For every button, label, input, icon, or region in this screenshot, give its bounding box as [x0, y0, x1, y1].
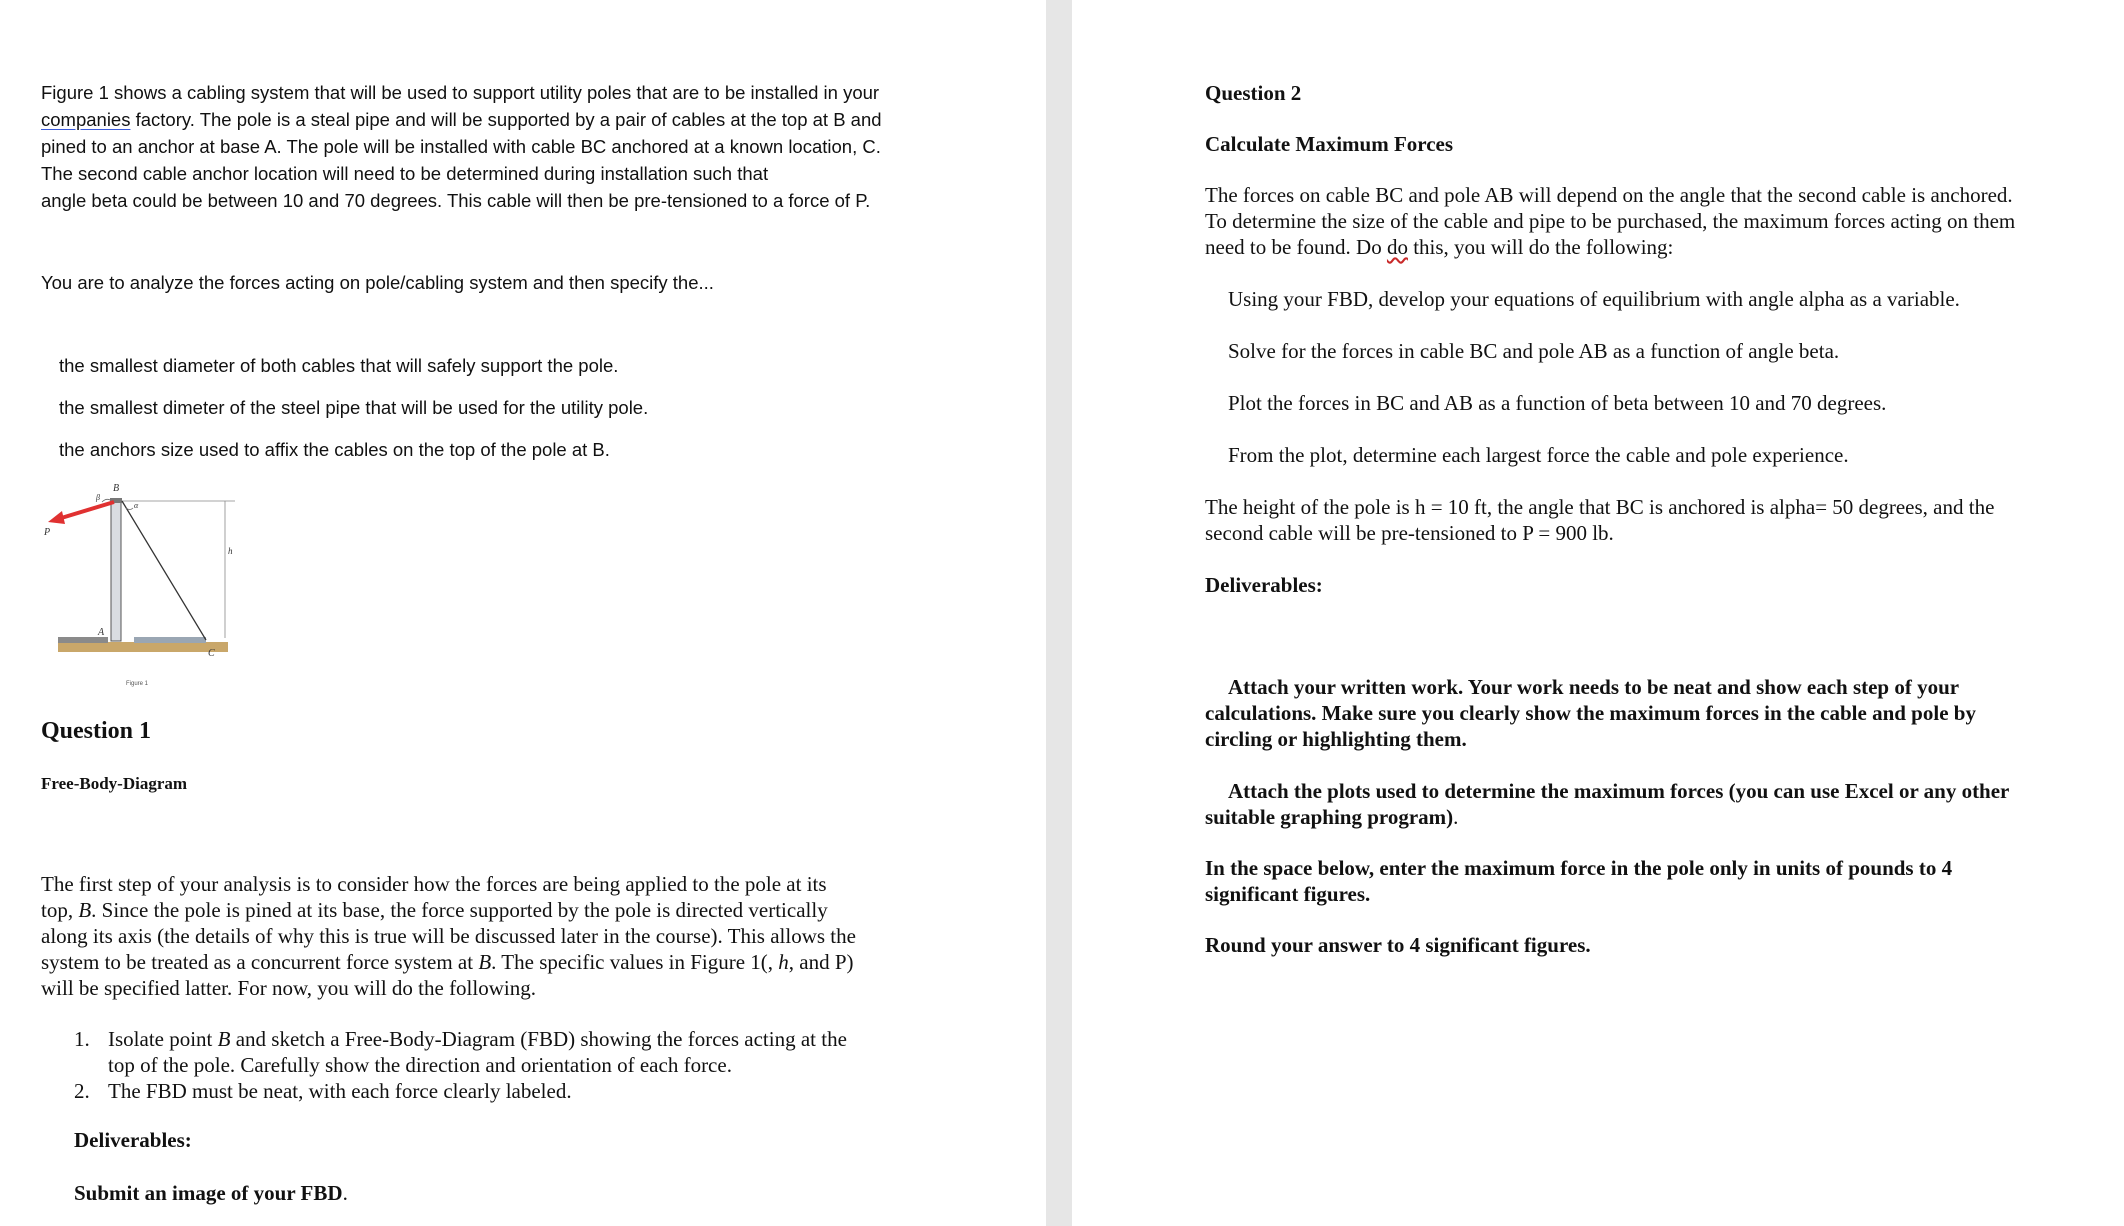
answer-line: significant figures.	[1205, 882, 1371, 906]
step-text	[108, 1026, 847, 1078]
spec-item: the smallest dimeter of the steel pipe that will be used for the utility pole.	[59, 397, 649, 418]
label-c: C	[208, 648, 215, 659]
italic-variable: h	[778, 950, 789, 974]
italic-variable: B	[78, 898, 92, 922]
spec-item: the anchors size used to affix the cables on the top of the pole at B.	[59, 439, 610, 460]
text-segment: The FBD must be neat, with each force clearly labeled.	[108, 1079, 572, 1103]
attach-plots-bold: suitable graphing program)	[1205, 805, 1454, 829]
attach-plots-end: .	[1453, 805, 1459, 829]
pole-parameters	[1205, 494, 1994, 546]
answer-instruction	[1205, 855, 1952, 907]
intro-line-end: this, you will do the following:	[1407, 235, 1674, 259]
text-segment: , and P)	[788, 950, 854, 974]
submit-end: .	[342, 1181, 348, 1205]
question-2-subtitle: Calculate Maximum Forces	[1205, 132, 1454, 156]
paragraph-line	[108, 1078, 572, 1104]
attach-line: circling or highlighting them.	[1205, 727, 1467, 751]
paragraph-line	[41, 975, 941, 1001]
intro-line: The forces on cable BC and pole AB will depend on the angle that the second cable is anchored.	[1205, 183, 2013, 207]
text-segment: Isolate point	[108, 1027, 218, 1051]
label-alpha: α	[134, 501, 139, 510]
paragraph-line	[41, 897, 941, 923]
intro-line: pined to an anchor at base A. The pole will be installed with cable BC anchored at a known location, C.	[41, 136, 881, 157]
intro-paragraph	[41, 79, 941, 214]
analyze-text: You are to analyze the forces acting on pole/cabling system and then specify the...	[41, 272, 714, 293]
question-1-subtitle: Free-Body-Diagram	[41, 774, 188, 793]
label-b: B	[113, 483, 120, 494]
step-number: 2.	[74, 1079, 90, 1103]
question-1-steps	[74, 1026, 847, 1104]
paragraph-line	[108, 1052, 847, 1078]
attach-line: calculations. Make sure you clearly show the maximum forces in the cable and pole by	[1205, 701, 1976, 725]
intro-line-start: need to be found. Do	[1205, 235, 1387, 259]
deliverables-heading: Deliverables:	[74, 1128, 192, 1152]
label-beta: β	[96, 493, 100, 502]
misspelled-word: do	[1386, 235, 1408, 259]
deliverables-heading: Deliverables:	[1205, 573, 1323, 597]
step-number: 1.	[74, 1027, 90, 1051]
text-segment: and sketch a Free-Body-Diagram (FBD) showing the forces acting at the	[230, 1027, 847, 1051]
ground-slab	[134, 637, 206, 643]
attach-plots-line	[1205, 804, 2009, 830]
label-p: P	[44, 527, 51, 538]
label-a: A	[98, 627, 105, 638]
parameter-line: The height of the pole is h = 10 ft, the angle that BC is anchored is alpha= 50 degrees, and the	[1205, 495, 1995, 519]
task-item: From the plot, determine each largest force the cable and pole experience.	[1228, 443, 1849, 467]
text-segment: top of the pole. Carefully show the direction and orientation of each force.	[108, 1053, 732, 1077]
text-segment: along its axis (the details of why this is true will be discussed later in the course). This allows the	[41, 924, 856, 948]
question-2-title: Question 2	[1205, 81, 1302, 105]
step-item	[74, 1026, 847, 1078]
task-item: Using your FBD, develop your equations of equilibrium with angle alpha as a variable.	[1228, 287, 1960, 311]
task-item: Solve for the forces in cable BC and pole AB as a function of angle beta.	[1228, 339, 1840, 363]
attach-line: Attach your written work. Your work needs to be neat and show each step of your	[1228, 675, 1960, 699]
text-segment: . The specific values in Figure 1(,	[491, 950, 779, 974]
force-p-shaft	[58, 502, 114, 519]
rounding-instruction: Round your answer to 4 significant figures.	[1205, 933, 1591, 957]
paragraph-line	[41, 923, 941, 949]
text-segment: The first step of your analysis is to consider how the forces are being applied to the pole at its	[41, 872, 827, 896]
question-2-intro	[1205, 182, 2015, 260]
question-1-title: Question 1	[41, 718, 152, 744]
intro-line	[41, 106, 941, 133]
text-segment: will be specified latter. For now, you will do the following.	[41, 976, 536, 1000]
submit-bold: Submit an image of your FBD	[74, 1181, 343, 1205]
ground	[58, 642, 228, 652]
force-p-arrowhead	[48, 511, 65, 524]
intro-line: The second cable anchor location will need to be determined during installation such that	[41, 163, 769, 184]
text-segment: top,	[41, 898, 79, 922]
answer-line: In the space below, enter the maximum force in the pole only in units of pounds to 4	[1205, 856, 1953, 880]
italic-variable: B	[478, 950, 492, 974]
task-item: Plot the forces in BC and AB as a function of beta between 10 and 70 degrees.	[1228, 391, 1887, 415]
attach-work-instruction	[1205, 674, 1976, 752]
pole	[111, 501, 121, 641]
cable-bc	[122, 501, 206, 640]
attach-plots-instruction	[1205, 778, 2009, 830]
intro-line	[1205, 234, 2015, 260]
question-1-paragraph	[41, 871, 941, 1001]
attach-plots-line: Attach the plots used to determine the maximum forces (you can use Excel or any other	[1228, 779, 2010, 803]
label-h: h	[228, 546, 233, 556]
intro-line: Figure 1 shows a cabling system that will be used to support utility poles that are to be installed in your	[41, 82, 880, 103]
text-segment: . Since the pole is pined at its base, the force supported by the pole is directed vertically	[91, 898, 828, 922]
underlined-word: companies	[41, 109, 131, 130]
spec-item: the smallest diameter of both cables that will safely support the pole.	[59, 355, 619, 376]
figure-1-diagram	[40, 478, 240, 688]
intro-line: angle beta could be between 10 and 70 degrees. This cable will then be pre-tensioned to a force of P.	[41, 190, 871, 211]
page-gutter	[1046, 0, 1072, 1226]
parameter-line: second cable will be pre-tensioned to P = 900 lb.	[1205, 521, 1614, 545]
text-segment: system to be treated as a concurrent force system at	[41, 950, 479, 974]
left-page	[0, 0, 1046, 1226]
submit-instruction	[74, 1181, 348, 1206]
step-item	[74, 1078, 847, 1104]
paragraph-line	[108, 1026, 847, 1052]
italic-variable: B	[217, 1027, 231, 1051]
figure-caption: Figure 1	[126, 681, 149, 687]
paragraph-line	[41, 949, 941, 975]
right-page	[1072, 0, 2124, 1226]
step-text	[108, 1078, 572, 1104]
paragraph-line	[41, 871, 941, 897]
intro-line-rest: factory. The pole is a steal pipe and will be supported by a pair of cables at the top at B and	[135, 109, 882, 130]
intro-line: To determine the size of the cable and pipe to be purchased, the maximum forces acting on them	[1205, 209, 2016, 233]
